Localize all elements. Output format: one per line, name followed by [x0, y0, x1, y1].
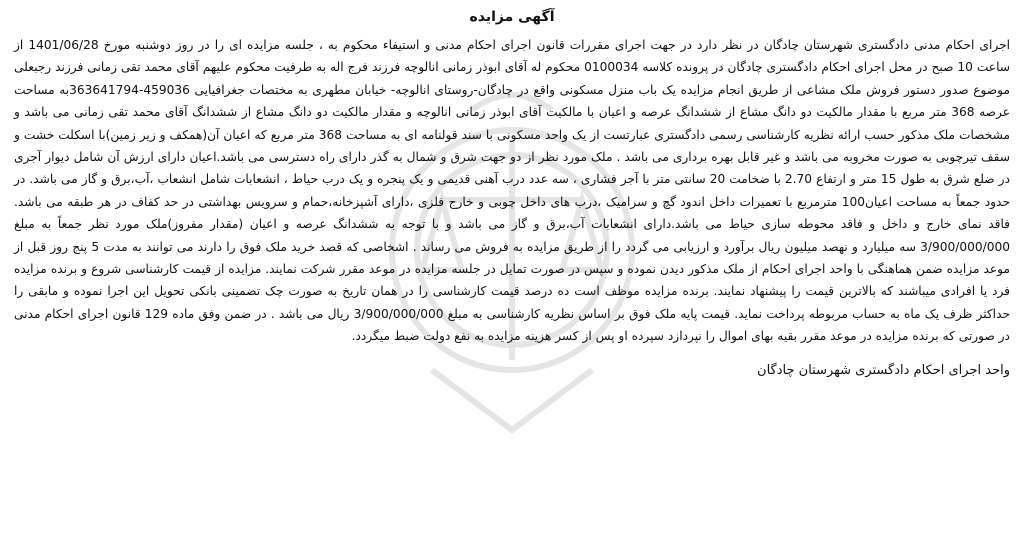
notice-body: اجرای احکام مدنی دادگستری شهرستان چادگان در نظر دارد در جهت اجرای مقررات قانون اجرای احکام مدنی و استیفاء محکوم به ، جلسه مزایده ای را در روز دوشنبه مورخ 1401/06/28 از ساعت 10 صبح در محل اجرای احکام دادگستری چادگان در پرونده کلاسه 0100034 محکوم له آقای ابوذر زمانی انالوچه فرزند فرج اله به طرفیت محکوم علیهم آقای محمد تقی زمانی فرزند رجبعلی موضوع صدور دستور فروش ملک مشاعی از طریق انجام مزایده یک باب منزل مسکونی واقع در چادگان-روستای انالوچه- خیابان مطهری به مختصات جغرافیایی 459036-363641794به مساحت عرصه 368 متر مربع با مقدار مالکیت دو دانگ مشاع از ششدانگ عرصه و اعیان با مالکیت آقای ابوذر زمانی انالوچه و مقدار مالکیت دو دانگ مشاع از ششدانگ آقای محمد تقی زمانی می باشد و مشخصات ملک مذکور حسب ارائه نظریه کارشناسی رسمی دادگستری عبارتست از یک واحد مسکونی با سند قولنامه ای به مساحت 368 متر مربع که اعیان آن(همکف و زیر زمین)با اسکلت خشت و سقف تیرچوبی به صورت مخروبه می باشد و غیر قابل بهره برداری می باشد . ملک مورد نظر از دو جهت شرق و شمال به گذر دارای راه دسترسی می باشد.اعیان دارای ارزش آن شامل دیوار آجری در ضلع شرق به طول 15 متر و ارتفاع 2.70 با ضخامت 20 سانتی متر با آجر فشاری ، سه عدد درب آهنی قدیمی و یک پنجره و یک درب حیاط ، انشعابات شامل انشعاب ،آب،برق و گاز می باشد. در حدود جمعاً به مساحت اعیان100 مترمربع با تعمیرات داخل اندود گچ و سرامیک ،درب های داخل چوبی و خارج فلزی ،دارای آشپزخانه،حمام و سرویس بهداشتی در حد کفاف در هر طبقه می باشد. فاقد نمای خارج و داخل و فاقد محوطه سازی حیاط می باشد.دارای انشعابات آب،برق و گاز می باشد و با توجه به ششدانگ عرصه و اعیان (مقدار مفروز)ملک مورد نظر جمعاً به مبلغ 3/900/000/000 سه میلیارد و نهصد میلیون ریال برآورد و ارزیابی می گردد را از طریق مزایده به فروش می رساند . اشخاصی که قصد خرید ملک فوق را دارند می توانند به مدت 5 پنج روز قبل از موعد مزایده ضمن هماهنگی با واحد اجرای احکام از ملک مذکور دیدن نموده و سپس در صورت تمایل در جلسه مزایده در موعد مقرر شرکت نمایند. مزایده از قیمت کارشناسی شروع و برنده مزایده فرد یا افرادی میباشند که بالاترین قیمت را پیشنهاد نمایند. برنده مزایده موظف است ده درصد قیمت کارشناسی را در همان تاریخ به صورت چک تضمینی بانکی تحویل این اجرا نموده و مابقی را حداکثر ظرف یک ماه به حساب مربوطه پرداخت نماید. قیمت پایه ملک فوق بر اساس نظریه کارشناسی به مبلغ 3/900/000/000 ریال می باشد . در ضمن وفق ماده 129 قانون اجرای احکام مدنی در صورتی که برنده مزایده در موعد مقرر بقیه بهای اموال را نپردازد سپرده او پس از کسر هزینه مزایده به نفع دولت ضبط میگردد. — [14, 38, 1010, 344]
notice-signature: واحد اجرای احکام دادگستری شهرستان چادگان — [757, 362, 1010, 378]
notice-title: آگهی مزایده — [469, 9, 555, 25]
notice-document — [14, 6, 1010, 382]
